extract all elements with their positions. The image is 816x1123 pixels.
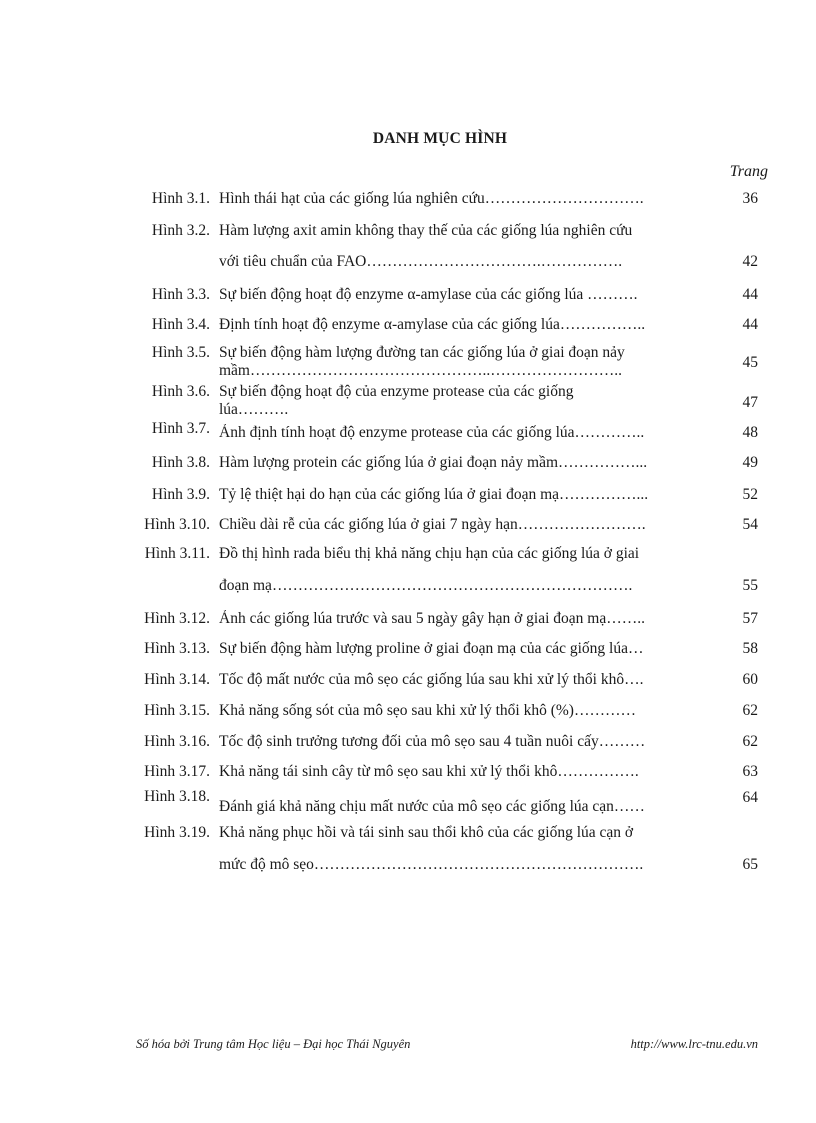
figure-page-number: 42 — [742, 253, 758, 270]
footer-right: http://www.lrc-tnu.edu.vn — [630, 1037, 758, 1051]
figure-label: Hình 3.9. — [151, 486, 210, 503]
figure-caption-line: Sự biến động hoạt độ của enzyme protease của các giống — [219, 383, 574, 400]
figure-page-number: 65 — [742, 856, 758, 873]
figure-label: Hình 3.3. — [151, 286, 210, 303]
figure-label: Hình 3.12. — [144, 610, 210, 627]
figure-label: Hình 3.6. — [151, 383, 210, 400]
figure-caption-line: mức độ mô sẹo………………………………………………………. — [219, 856, 644, 873]
figure-caption-line: Khả năng sống sót của mô sẹo sau khi xử lý thổi khô (%)………… — [219, 702, 636, 719]
figure-caption-line: Hàm lượng protein các giống lúa ở giai đoạn nảy mầm……………... — [219, 454, 648, 471]
figure-caption-line: đoạn mạ……………………………………………………………. — [219, 577, 633, 594]
figure-label: Hình 3.1. — [151, 190, 210, 207]
figure-label: Hình 3.13. — [144, 640, 210, 657]
figure-caption-line: Sự biến động hàm lượng đường tan các giống lúa ở giai đoạn nảy — [219, 344, 625, 361]
figure-caption-line: Hình thái hạt của các giống lúa nghiên cứu…………………………. — [219, 190, 644, 207]
figure-page-number: 60 — [742, 671, 758, 688]
figure-page-number: 58 — [742, 640, 758, 657]
figure-page-number: 54 — [742, 516, 758, 533]
figure-label: Hình 3.19. — [144, 824, 210, 841]
figure-caption-line: Hàm lượng axit amin không thay thế của các giống lúa nghiên cứu — [219, 222, 633, 239]
figure-caption-line: Ảnh định tính hoạt độ enzyme protease của các giống lúa………….. — [219, 424, 645, 441]
figure-page-number: 49 — [742, 454, 758, 471]
page-title: DANH MỤC HÌNH — [372, 130, 508, 147]
figure-page-number: 44 — [742, 286, 758, 303]
figure-page-number: 57 — [742, 610, 758, 627]
figure-page-number: 36 — [742, 190, 758, 207]
figure-caption-line: Sự biến động hàm lượng proline ở giai đoạn mạ của các giống lúa… — [219, 640, 644, 657]
figure-page-number: 47 — [742, 394, 758, 411]
figure-label: Hình 3.16. — [144, 733, 210, 750]
figure-page-number: 48 — [742, 424, 758, 441]
figure-label: Hình 3.4. — [151, 316, 210, 333]
figure-page-number: 52 — [742, 486, 758, 503]
figure-page-number: 63 — [742, 763, 758, 780]
figure-caption-line: Đánh giá khả năng chịu mất nước của mô sẹo các giống lúa cạn…… — [219, 798, 645, 815]
figure-page-number: 55 — [742, 577, 758, 594]
figure-caption-line: Ảnh các giống lúa trước và sau 5 ngày gây hạn ở giai đoạn mạ…….. — [219, 610, 645, 627]
figure-label: Hình 3.15. — [144, 702, 210, 719]
footer-left: Số hóa bởi Trung tâm Học liệu – Đại học Thái Nguyên — [136, 1037, 411, 1051]
figure-label: Hình 3.14. — [144, 671, 210, 688]
figure-label: Hình 3.5. — [151, 344, 210, 361]
figure-label: Hình 3.18. — [144, 788, 210, 805]
figure-caption-line: Tốc độ sinh trưởng tương đối của mô sẹo sau 4 tuần nuôi cấy……… — [219, 733, 646, 750]
figure-page-number: 44 — [742, 316, 758, 333]
figure-label: Hình 3.2. — [151, 222, 210, 239]
figure-page-number: 45 — [742, 354, 758, 371]
figure-label: Hình 3.11. — [144, 545, 210, 562]
figure-caption-line: mầm………………………………………..…………………….. — [219, 362, 622, 379]
figure-caption-line: Tốc độ mất nước của mô sẹo các giống lúa sau khi xử lý thổi khô…. — [219, 671, 644, 688]
figure-label: Hình 3.17. — [144, 763, 210, 780]
figure-label: Hình 3.7. — [151, 420, 210, 437]
figure-caption-line: Khả năng phục hồi và tái sinh sau thổi khô của các giống lúa cạn ở — [219, 824, 634, 841]
figure-caption-line: lúa………. — [219, 401, 289, 418]
figure-caption-line: với tiêu chuẩn của FAO…………………………….……………. — [219, 253, 623, 270]
figure-page-number: 62 — [742, 702, 758, 719]
figure-caption-line: Chiều dài rễ của các giống lúa ở giai 7 ngày hạn……………………. — [219, 516, 646, 533]
figure-caption-line: Sự biến động hoạt độ enzyme α-amylase của các giống lúa ………. — [219, 286, 638, 303]
figure-label: Hình 3.8. — [151, 454, 210, 471]
figure-page-number: 64 — [742, 789, 758, 806]
figure-caption-line: Tỷ lệ thiệt hại do hạn của các giống lúa ở giai đoạn mạ……………... — [219, 486, 649, 503]
figure-caption-line: Đồ thị hình rada biểu thị khả năng chịu hạn của các giống lúa ở giai — [219, 545, 640, 562]
page-column-label: Trang — [729, 163, 768, 180]
figure-caption-line: Khả năng tái sinh cây từ mô sẹo sau khi xử lý thổi khô……………. — [219, 763, 639, 780]
figure-page-number: 62 — [742, 733, 758, 750]
figure-label: Hình 3.10. — [144, 516, 210, 533]
figure-caption-line: Định tính hoạt độ enzyme α-amylase của các giống lúa…………….. — [219, 316, 646, 333]
